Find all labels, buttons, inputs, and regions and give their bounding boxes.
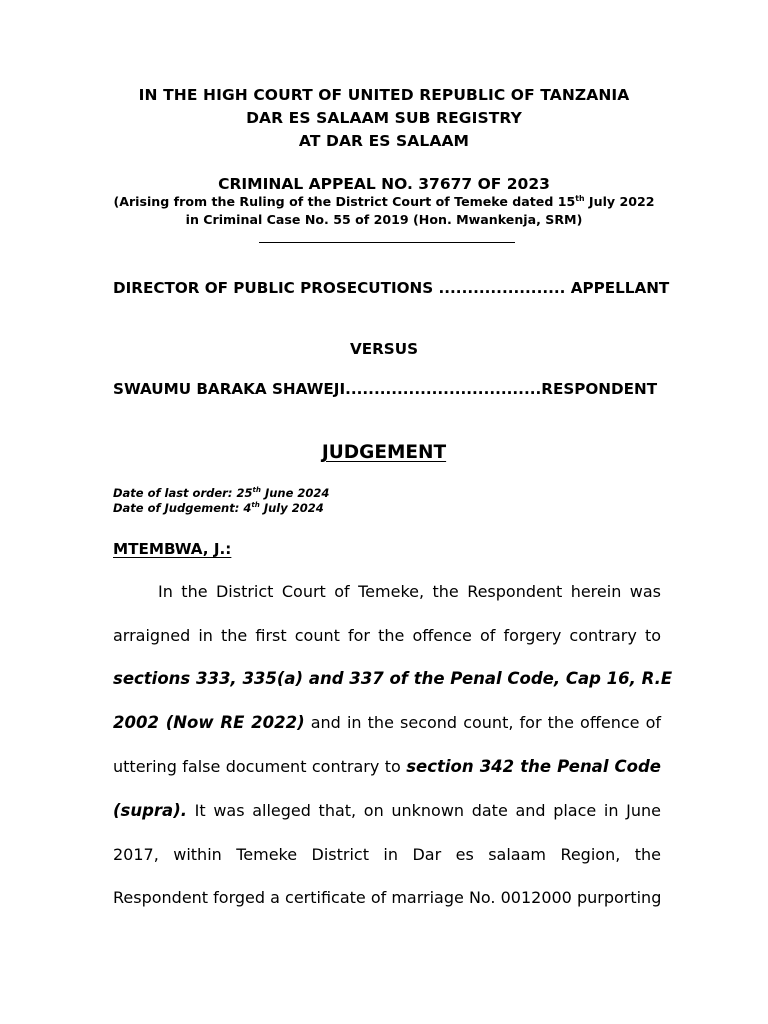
court-location: AT DAR ES SALAAM [298,132,470,150]
date-of-judgement: Date of Judgement: 4th July 2024 [113,500,324,515]
body-line-6: (supra). It was alleged that, on unknown date and place in June [113,801,661,820]
judge-name: MTEMBWA, J.: [113,540,232,558]
body-line-7: 2017, within Temeke District in Dar es salaam Region, the [113,845,661,864]
body-line-3-statute: sections 333, 335(a) and 337 of the Penal Code, Cap 16, R.E [113,669,673,688]
appellant-line: DIRECTOR OF PUBLIC PROSECUTIONS ...................... APPELLANT [113,279,670,297]
body-line-8: Respondent forged a certificate of marriage No. 0012000 purporting [113,888,662,907]
respondent-line: SWAUMU BARAKA SHAWEJI..................................RESPONDENT [113,380,658,398]
court-name: IN THE HIGH COURT OF UNITED REPUBLIC OF TANZANIA [138,86,630,104]
versus-label: VERSUS [349,340,419,358]
body-line-1: In the District Court of Temeke, the Respondent herein was [158,582,661,601]
arising-from-line-2: in Criminal Case No. 55 of 2019 (Hon. Mwankenja, SRM) [185,212,583,227]
case-number: CRIMINAL APPEAL NO. 37677 OF 2023 [218,175,550,193]
body-line-5: uttering false document contrary to section 342 the Penal Code [113,757,661,776]
date-of-last-order: Date of last order: 25th June 2024 [113,485,330,500]
body-line-2: arraigned in the first count for the offence of forgery contrary to [113,626,661,645]
heading-divider [259,242,515,243]
body-line-4: 2002 (Now RE 2022) and in the second count, for the offence of [113,713,662,732]
registry-name: DAR ES SALAAM SUB REGISTRY [246,109,522,127]
judgement-title: JUDGEMENT [321,442,447,463]
arising-from-line-1: (Arising from the Ruling of the District Court of Temeke dated 15th July 2022 [113,193,655,209]
